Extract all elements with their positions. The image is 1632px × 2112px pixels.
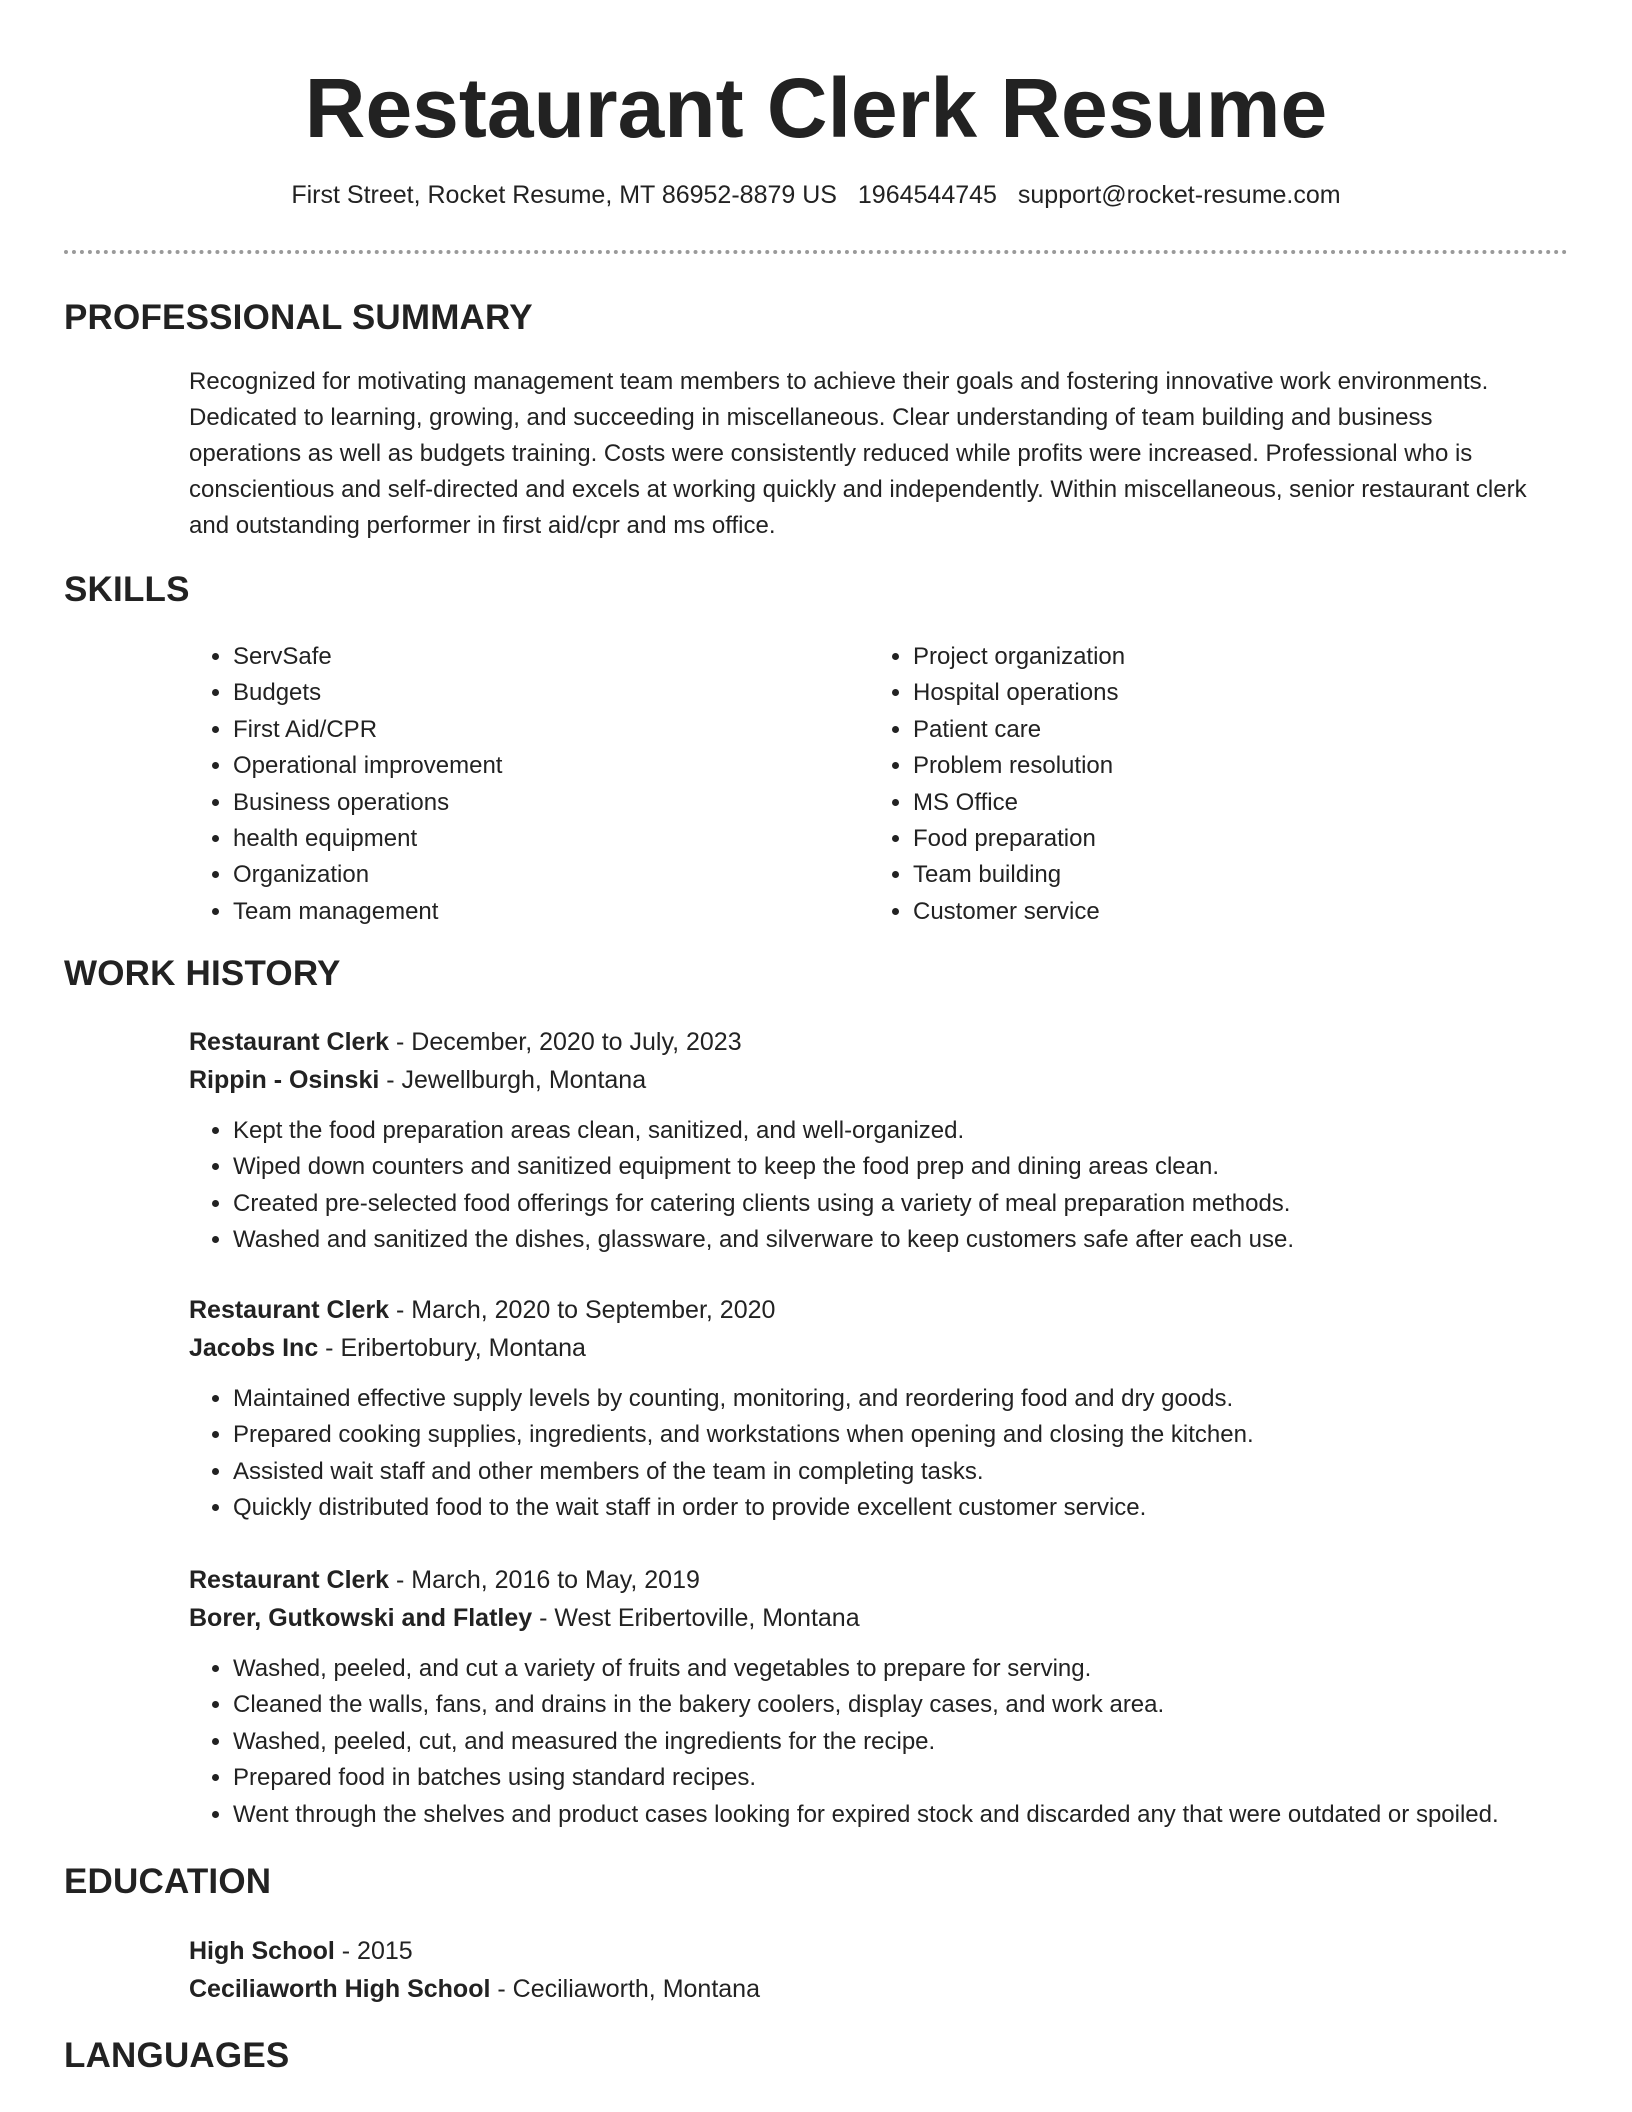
summary-text: Recognized for motivating management team members to achieve their goals and fostering innovative work environments. Dedicated to learning, growing, and succeeding in miscellaneous. Clear understanding of team building and business operations as well as budgets training. Costs were consistently reduced while profits were increased. Professional who is conscientious and self-directed and excels at working quickly and independently. Within miscellaneous, senior restaurant clerk and outstanding performer in first aid/cpr and ms office. <box>189 368 1527 539</box>
skill-item: • Food preparation <box>913 821 1125 857</box>
job-bullet: • Prepared cooking supplies, ingredients, and workstations when opening and closing the kitchen. <box>233 1417 1549 1453</box>
skills-list-right <box>869 639 1125 930</box>
skill-item: • Team management <box>233 894 502 930</box>
header-divider <box>64 250 1568 254</box>
contact-line <box>0 178 1632 212</box>
job-bullet: • Cleaned the walls, fans, and drains in the bakery coolers, display cases, and work area. <box>233 1687 1549 1723</box>
job-company-line <box>189 1599 1549 1637</box>
job-title-line <box>189 1023 1549 1061</box>
education-degree-line <box>189 1932 1549 1970</box>
work-heading: WORK HISTORY <box>64 954 341 993</box>
job-bullet: • Assisted wait staff and other members of the team in completing tasks. <box>233 1454 1549 1490</box>
contact-address: First Street, Rocket Resume, MT 86952-8879 US <box>291 181 837 209</box>
skills-list-left <box>189 639 502 930</box>
job-title: Restaurant Clerk <box>189 1566 390 1594</box>
job-bullet: • Washed, peeled, cut, and measured the ingredients for the recipe. <box>233 1724 1549 1760</box>
skills-heading: SKILLS <box>64 570 190 609</box>
job-location: - Eribertobury, Montana <box>318 1334 586 1362</box>
job-bullets <box>189 1113 1549 1259</box>
education-degree: High School <box>189 1937 335 1965</box>
skill-item: • Patient care <box>913 712 1125 748</box>
skill-item: • health equipment <box>233 821 502 857</box>
skill-item: • Operational improvement <box>233 748 502 784</box>
skill-item: • Budgets <box>233 675 502 711</box>
contact-email: support@rocket-resume.com <box>1017 181 1341 209</box>
job-entry <box>189 1291 1549 1527</box>
education-year: - 2015 <box>334 1937 413 1965</box>
contact-phone: 1964544745 <box>857 181 997 209</box>
job-bullet: • Maintained effective supply levels by counting, monitoring, and reordering food and dry goods. <box>233 1381 1549 1417</box>
job-bullet: • Prepared food in batches using standard recipes. <box>233 1760 1549 1796</box>
job-bullets <box>189 1381 1549 1527</box>
job-company-line <box>189 1061 1549 1099</box>
job-bullet: • Kept the food preparation areas clean, sanitized, and well-organized. <box>233 1113 1549 1149</box>
job-bullet: • Washed, peeled, and cut a variety of fruits and vegetables to prepare for serving. <box>233 1651 1549 1687</box>
summary-heading: PROFESSIONAL SUMMARY <box>64 298 533 337</box>
job-title-line <box>189 1291 1549 1329</box>
education-school-line <box>189 1970 1549 2008</box>
job-dates: - December, 2020 to July, 2023 <box>389 1028 742 1056</box>
skill-item: • Problem resolution <box>913 748 1125 784</box>
skill-item: • Customer service <box>913 894 1125 930</box>
skill-item: • Business operations <box>233 785 502 821</box>
skill-item: • Team building <box>913 857 1125 893</box>
job-bullet: • Wiped down counters and sanitized equipment to keep the food prep and dining areas clean. <box>233 1149 1549 1185</box>
job-bullet: • Washed and sanitized the dishes, glassware, and silverware to keep customers safe after each use. <box>233 1222 1549 1258</box>
job-dates: - March, 2020 to September, 2020 <box>389 1296 776 1324</box>
job-entry <box>189 1023 1549 1259</box>
job-title-line <box>189 1561 1549 1599</box>
job-bullet: • Quickly distributed food to the wait staff in order to provide excellent customer service. <box>233 1490 1549 1526</box>
resume-title: Restaurant Clerk Resume <box>304 61 1328 155</box>
skill-item: • First Aid/CPR <box>233 712 502 748</box>
skill-item: • ServSafe <box>233 639 502 675</box>
job-bullet: • Created pre-selected food offerings for catering clients using a variety of meal preparation methods. <box>233 1186 1549 1222</box>
job-company: Rippin - Osinski <box>189 1066 380 1094</box>
job-dates: - March, 2016 to May, 2019 <box>389 1566 700 1594</box>
job-company: Jacobs Inc <box>189 1334 319 1362</box>
education-heading: EDUCATION <box>64 1862 272 1901</box>
job-title: Restaurant Clerk <box>189 1028 390 1056</box>
education-school: Ceciliaworth High School <box>189 1975 491 2003</box>
skill-item: • Hospital operations <box>913 675 1125 711</box>
job-company-line <box>189 1329 1549 1367</box>
job-location: - West Eribertoville, Montana <box>532 1604 860 1632</box>
job-location: - Jewellburgh, Montana <box>379 1066 647 1094</box>
job-bullet: • Went through the shelves and product cases looking for expired stock and discarded any that were outdated or spoiled. <box>233 1797 1549 1833</box>
skill-item: • MS Office <box>913 785 1125 821</box>
job-bullets <box>189 1651 1549 1833</box>
job-entry <box>189 1561 1549 1833</box>
education-location: - Ceciliaworth, Montana <box>490 1975 760 2003</box>
skill-item: • Organization <box>233 857 502 893</box>
skill-item: • Project organization <box>913 639 1125 675</box>
languages-heading: LANGUAGES <box>64 2036 290 2075</box>
job-title: Restaurant Clerk <box>189 1296 390 1324</box>
job-company: Borer, Gutkowski and Flatley <box>189 1604 533 1632</box>
education-entry <box>189 1932 1549 2008</box>
